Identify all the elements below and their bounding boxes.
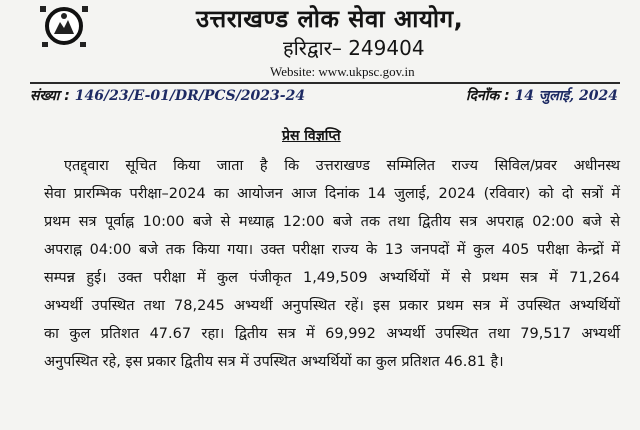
press-release-heading: प्रेस विज्ञप्ति bbox=[282, 128, 341, 144]
organization-city-pin: हरिद्वार– 249404 bbox=[283, 36, 425, 60]
organization-title: उत्तराखण्ड लोक सेवा आयोग, bbox=[196, 5, 464, 33]
header-divider bbox=[30, 82, 620, 84]
body-line: का कुल प्रतिशत 47.67 रहा। द्वितीय सत्र में 69,992 अभ्यर्थी उपस्थित तथा 79,517 अभ्यर्थी bbox=[44, 326, 620, 342]
reference-date-value: 14 जुलाई, 2024 bbox=[514, 88, 618, 104]
website-line: Website: www.ukpsc.gov.in bbox=[270, 64, 415, 79]
body-line: अपराह्न 04:00 बजे तक किया गया। उक्त परीक्षा राज्य के 13 जनपदों में कुल 405 परीक्षा केन्द्रों में bbox=[44, 242, 620, 258]
body-line: सेवा प्रारम्भिक परीक्षा–2024 का आयोजन आज दिनांक 14 जुलाई, 2024 (रविवार) को दो सत्रों में bbox=[44, 186, 620, 202]
body-line: प्रथम सत्र पूर्वाह्न 10:00 बजे से मध्याह्न 12:00 बजे तक तथा द्वितीय सत्र अपराह्न 02:00 बजे से bbox=[44, 214, 620, 230]
reference-date bbox=[466, 86, 618, 105]
body-line: अनुपस्थित रहे, इस प्रकार द्वितीय सत्र में उपस्थित अभ्यर्थियों का कुल प्रतिशत 46.81 है। bbox=[44, 354, 504, 370]
reference-number-value: 146/23/E-01/DR/PCS/2023-24 bbox=[74, 88, 306, 104]
reference-line bbox=[30, 86, 626, 108]
reference-date-label: दिनाँक : bbox=[465, 88, 510, 104]
reference-number bbox=[30, 86, 305, 105]
body-line: अभ्यर्थी उपस्थित तथा 78,245 अभ्यर्थी अनुपस्थित रहें। इस प्रकार प्रथम सत्र में उपस्थित अभ्यर्थियों bbox=[44, 298, 620, 314]
reference-number-label: संख्या : bbox=[30, 88, 70, 104]
press-release-body bbox=[44, 152, 620, 376]
body-line: एतद्द्वारा सूचित किया जाता है कि उत्तराखण्ड सम्मिलित राज्य सिविल/प्रवर अधीनस्थ bbox=[64, 158, 620, 174]
body-line: सम्पन्न हुई। उक्त परीक्षा में कुल पंजीकृत 1,49,509 अभ्यर्थियों में से प्रथम सत्र में 71,264 bbox=[44, 270, 620, 286]
ukpsc-emblem-icon bbox=[34, 2, 94, 50]
